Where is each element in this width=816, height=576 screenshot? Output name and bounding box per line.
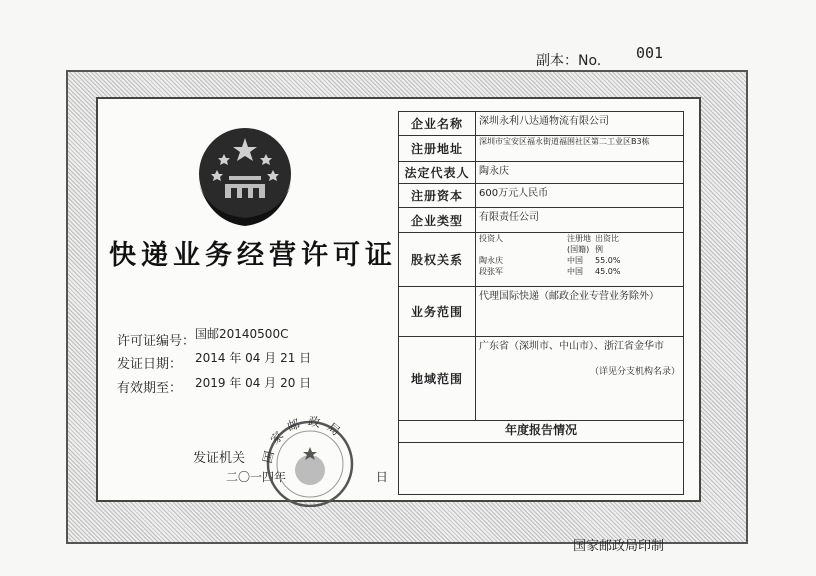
address-label: 注册地址 (399, 136, 476, 162)
scope-value: 代理国际快递（邮政企业专营业务除外） (476, 287, 684, 337)
issue-date-footer-year: 二〇一四年 (226, 470, 287, 484)
capital-label: 注册资本 (399, 184, 476, 208)
legal-rep-label: 法定代表人 (399, 162, 476, 184)
equity-row-name: 陶永庆 (479, 256, 503, 265)
legal-rep-value: 陶永庆 (476, 162, 684, 184)
row-annual-header (399, 421, 684, 443)
info-table (398, 111, 684, 495)
company-name-value: 深圳永利八达通物流有限公司 (476, 112, 684, 136)
region-text: 广东省（深圳市、中山市）、浙江省金华市 (479, 341, 664, 352)
printer-label: 国家邮政局印制 (573, 539, 665, 554)
license-number-label: 许可证编号： (117, 334, 196, 349)
row-legal-rep (399, 162, 684, 184)
equity-row-name: 段张军 (479, 267, 503, 276)
certificate-title: 快递业务经营许可证 (109, 240, 397, 271)
company-type-label: 企业类型 (399, 208, 476, 233)
capital-value: 600万元人民币 (476, 184, 684, 208)
license-number-value: 国邮20140500C (195, 327, 289, 341)
address-value: 深圳市宝安区福永街道福围社区第二工业区B3栋 (476, 136, 684, 162)
company-type-value: 有限责任公司 (476, 208, 684, 233)
national-emblem-icon (191, 124, 299, 230)
row-company-type (399, 208, 684, 233)
equity-row (479, 255, 680, 266)
equity-header-name: 投资人 (479, 234, 503, 243)
official-seal-icon (255, 412, 365, 507)
equity-value (476, 233, 684, 287)
row-capital (399, 184, 684, 208)
region-note: （详见分支机构名录） (589, 367, 680, 377)
region-value (476, 337, 684, 421)
equity-label: 股权关系 (399, 233, 476, 287)
row-company-name (399, 112, 684, 136)
row-scope (399, 287, 684, 337)
company-name-label: 企业名称 (399, 112, 476, 136)
seal-text: 国家邮政局 (260, 414, 349, 465)
equity-row-ratio: 45.0% (595, 267, 621, 276)
row-region (399, 337, 684, 421)
equity-header-ratio: 出资比例 (595, 234, 619, 254)
issue-date-footer-day: 日 (375, 470, 388, 484)
copy-number (536, 44, 664, 70)
copy-number-value: 001 (636, 44, 664, 62)
issue-date-value: 2014 年 04 月 21 日 (195, 351, 312, 365)
expiry-date-label: 有效期至： (117, 381, 183, 396)
equity-row-place: 中国 (567, 256, 583, 265)
equity-header-place: 注册地(国籍) (567, 234, 591, 254)
row-annual-body (399, 443, 684, 495)
equity-row (479, 266, 680, 277)
scope-label: 业务范围 (399, 287, 476, 337)
equity-row-ratio: 55.0% (595, 256, 621, 265)
issue-date-label: 发证日期： (117, 357, 183, 372)
annual-report-body (399, 443, 684, 495)
annual-report-label: 年度报告情况 (399, 421, 684, 443)
equity-header (479, 233, 680, 255)
row-address (399, 136, 684, 162)
copy-number-label: 副本：No. (536, 53, 602, 69)
expiry-date-value: 2019 年 04 月 20 日 (195, 376, 312, 390)
equity-row-place: 中国 (567, 267, 583, 276)
region-label: 地域范围 (399, 337, 476, 421)
row-equity (399, 233, 684, 287)
issuer-label: 发证机关 (193, 451, 246, 466)
